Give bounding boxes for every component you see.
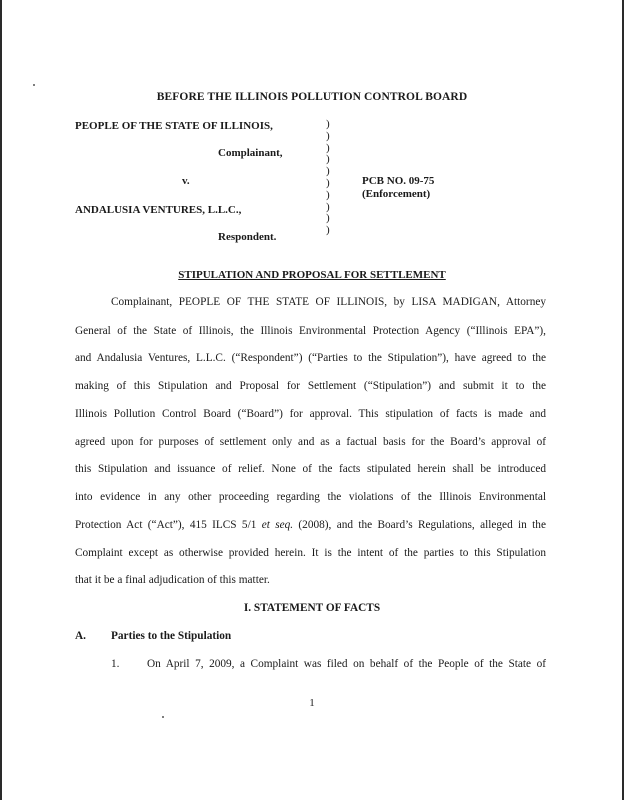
complainant-name: PEOPLE OF THE STATE OF ILLINOIS, — [75, 120, 273, 132]
scan-speck — [162, 716, 164, 718]
document-title: STIPULATION AND PROPOSAL FOR SETTLEMENT — [178, 269, 446, 281]
paren: ) — [326, 153, 330, 166]
paragraph-line: Complainant, PEOPLE OF THE STATE OF ILLINOIS, by LISA MADIGAN, Attorney — [111, 296, 546, 308]
paragraph-line: making of this Stipulation and Proposal for Settlement (“Stipulation”) and submit it to the — [75, 380, 546, 392]
paragraph-line: that it be a final adjudication of this matter. — [75, 574, 270, 586]
paragraph-line: Complaint except as otherwise provided herein. It is the intent of the parties to this Stipulation — [75, 547, 546, 559]
paren: ) — [326, 176, 330, 189]
case-type: (Enforcement) — [362, 188, 431, 200]
paragraph-line: into evidence in any other proceeding regarding the violations of the Illinois Environmental — [75, 491, 546, 503]
case-number: PCB NO. 09-75 — [362, 175, 435, 187]
paren: ) — [326, 165, 330, 178]
paren: ) — [326, 188, 330, 201]
court-title: BEFORE THE ILLINOIS POLLUTION CONTROL BOARD — [156, 91, 468, 103]
paren: ) — [326, 200, 330, 213]
section-heading: I. STATEMENT OF FACTS — [243, 602, 381, 614]
paren: ) — [326, 212, 330, 225]
paragraph-line: Illinois Pollution Control Board (“Board”) for approval. This stipulation of facts is made and — [75, 408, 546, 420]
paragraph-line-act — [75, 519, 546, 531]
respondent-role: Respondent. — [218, 231, 277, 243]
caption-parentheses — [326, 119, 330, 237]
paren: ) — [326, 141, 330, 154]
item-text: On April 7, 2009, a Complaint was filed on behalf of the People of the State of — [147, 658, 546, 670]
paren: ) — [326, 224, 330, 237]
scan-speck — [33, 84, 35, 86]
paragraph-line: agreed upon for purposes of settlement only and as a factual basis for the Board’s approval of — [75, 436, 546, 448]
versus-label: v. — [182, 175, 190, 187]
item-number: 1. — [111, 658, 120, 670]
paragraph-line: General of the State of Illinois, the Illinois Environmental Protection Agency (“Illinois EPA”), — [75, 325, 546, 337]
paragraph-line: and Andalusia Ventures, L.L.C. (“Respondent”) (“Parties to the Stipulation”), have agreed to the — [75, 352, 546, 364]
paragraph-line: this Stipulation and issuance of relief. None of the facts stipulated herein shall be introduced — [75, 463, 546, 475]
paren: ) — [326, 118, 330, 130]
page-edge-left — [0, 0, 2, 800]
respondent-name: ANDALUSIA VENTURES, L.L.C., — [75, 204, 242, 216]
act-text-before: Protection Act (“Act”), 415 ILCS 5/1 — [75, 519, 262, 531]
paren: ) — [326, 129, 330, 142]
subsection-letter: A. — [75, 630, 86, 642]
subsection-title: Parties to the Stipulation — [111, 630, 232, 642]
act-text-after: (2008), and the Board’s Regulations, alleged in the — [293, 519, 546, 531]
page-number: 1 — [309, 697, 315, 709]
et-seq: et seq. — [261, 519, 294, 531]
complainant-role: Complainant, — [218, 147, 283, 159]
